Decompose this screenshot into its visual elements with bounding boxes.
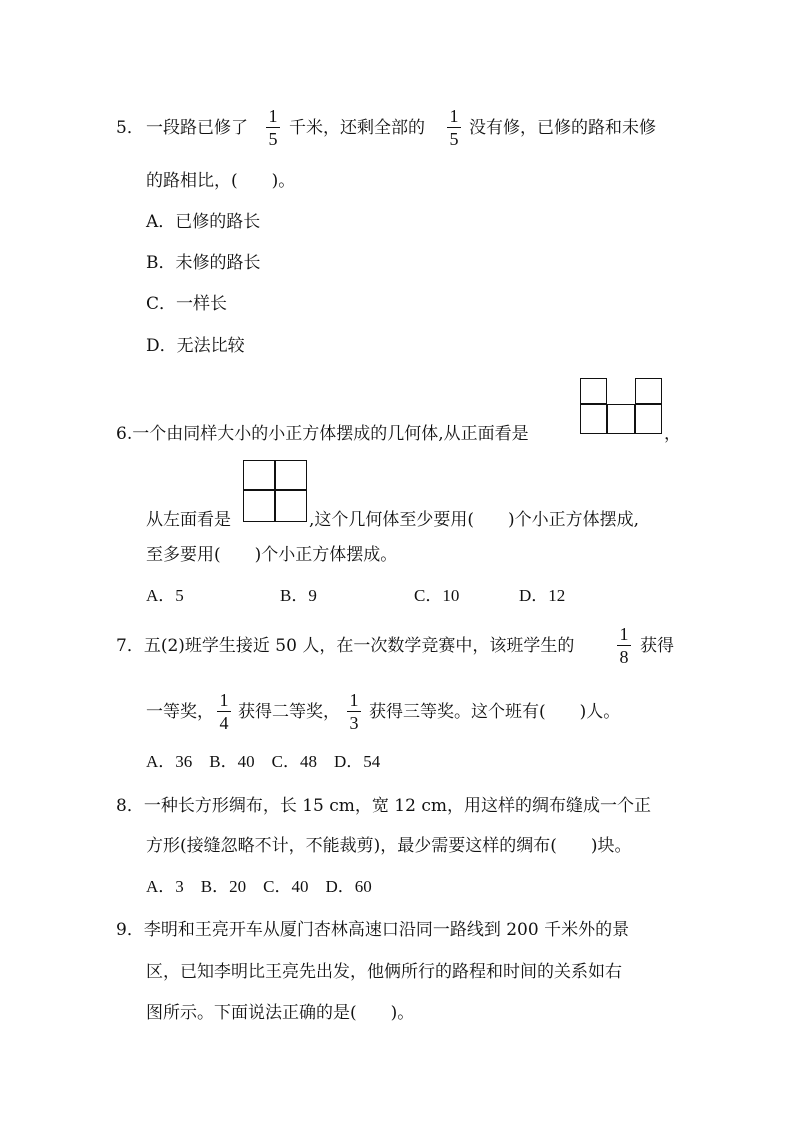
q6-option-b: B．9 <box>280 586 317 605</box>
q5-option-d: D．无法比较 <box>146 336 245 356</box>
q7-fraction-1 <box>617 624 631 667</box>
q6-comma: ， <box>664 424 681 444</box>
fraction-numerator: 1 <box>219 690 229 710</box>
fraction-denominator: 5 <box>449 129 459 149</box>
left-view-figure <box>243 460 307 522</box>
front-view-cell <box>580 378 607 404</box>
fraction-numerator: 1 <box>349 690 359 710</box>
q7-text-part5: 获得三等奖。这个班有( )人。 <box>369 702 621 722</box>
fraction-bar <box>617 645 631 646</box>
q9-text-line1: 9．李明和王亮开车从厦门杏林高速口沿同一路线到 200 千米外的景 <box>116 920 630 940</box>
fraction-numerator: 1 <box>268 106 278 126</box>
left-view-cell <box>243 489 276 522</box>
fraction-bar <box>217 711 231 712</box>
q7-options: A．36 B．40 C．48 D．54 <box>146 752 381 771</box>
q8-options: A．3 B．20 C．40 D．60 <box>146 877 372 896</box>
fraction-numerator: 1 <box>449 106 459 126</box>
fraction-bar <box>447 127 461 128</box>
fraction-denominator: 4 <box>219 713 229 733</box>
fraction-bar <box>347 711 361 712</box>
q5-text-part2: 千米，还剩全部的 <box>289 118 425 138</box>
q6-option-c: C．10 <box>414 586 460 605</box>
q7-fraction-3 <box>347 690 361 733</box>
q8-text-line2: 方形(接缝忽略不计，不能裁剪)，最少需要这样的绸布( )块。 <box>146 836 632 856</box>
q5-option-c: C．一样长 <box>146 294 228 314</box>
left-view-cell <box>274 460 307 491</box>
q5-number: 5． <box>116 118 144 138</box>
q7-text-part1: 7．五(2)班学生接近 50 人，在一次数学竞赛中，该班学生的 <box>116 636 575 656</box>
q6-text-line2-part1: 从左面看是 <box>146 510 231 530</box>
front-view-cell <box>635 378 662 404</box>
q5-text-part3: 没有修，已修的路和未修 <box>469 118 656 138</box>
front-view-figure <box>580 378 664 434</box>
fraction-denominator: 8 <box>619 647 629 667</box>
q6-text-line3: 至多要用( )个小正方体摆成。 <box>146 545 398 565</box>
front-view-cell <box>607 404 635 434</box>
q5-text-part1: 一段路已修了 <box>146 118 248 138</box>
q5-option-a: A．已修的路长 <box>146 212 261 232</box>
left-view-cell <box>274 489 307 522</box>
q6-option-d: D．12 <box>519 586 566 605</box>
fraction-denominator: 3 <box>349 713 359 733</box>
q5-text-line2: 的路相比，( )。 <box>146 171 296 191</box>
q6-text-line1: 6.一个由同样大小的小正方体摆成的几何体,从正面看是 <box>116 424 529 444</box>
q8-text-line1: 8．一种长方形绸布，长 15 cm，宽 12 cm，用这样的绸布缝成一个正 <box>116 796 651 816</box>
q7-text-part3: 一等奖， <box>146 702 214 722</box>
q6-text-line2-part2: ,这个几何体至少要用( )个小正方体摆成, <box>309 510 640 530</box>
q7-text-part2: 获得 <box>640 636 674 656</box>
q6-option-a: A．5 <box>146 586 184 605</box>
front-view-cell <box>580 404 607 434</box>
left-view-cell <box>243 460 276 491</box>
q7-fraction-2 <box>217 690 231 733</box>
q5-fraction-2 <box>447 106 461 149</box>
fraction-bar <box>266 127 280 128</box>
q5-option-b: B．未修的路长 <box>146 253 261 273</box>
q5-fraction-1 <box>266 106 280 149</box>
front-view-cell <box>635 404 662 434</box>
fraction-numerator: 1 <box>619 624 629 644</box>
fraction-denominator: 5 <box>268 129 278 149</box>
q7-text-part4: 获得二等奖， <box>238 702 340 722</box>
q9-text-line3: 图所示。下面说法正确的是( )。 <box>146 1003 415 1023</box>
q9-text-line2: 区，已知李明比王亮先出发，他俩所行的路程和时间的关系如右 <box>146 962 622 982</box>
